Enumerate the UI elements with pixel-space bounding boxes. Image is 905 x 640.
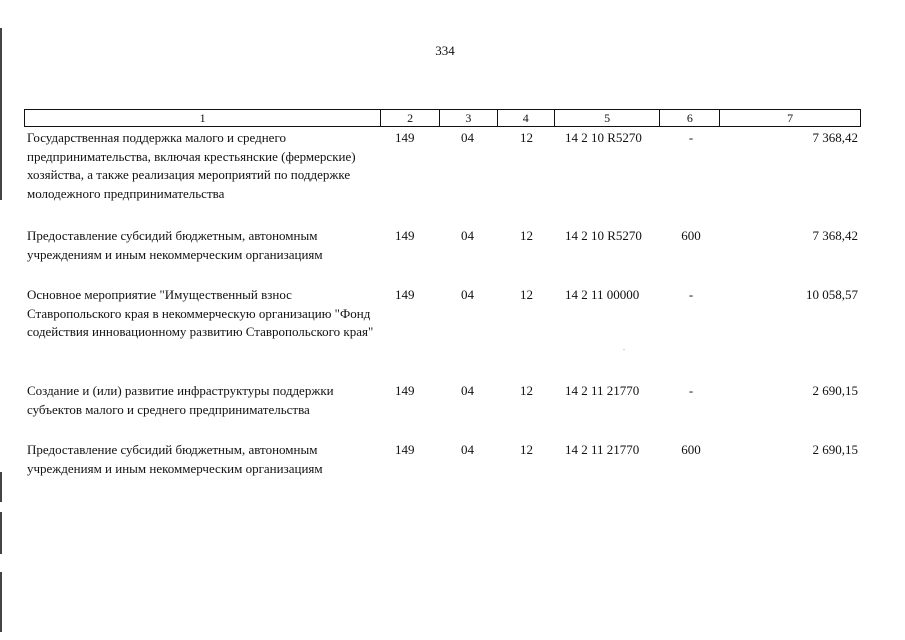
page-scan-edge [0,472,2,502]
table-row [24,227,861,264]
table-row [24,382,861,419]
expense-type-cell: - [688,383,694,398]
expense-type-cell: 600 [681,228,701,243]
column-header-6: 6 [660,110,720,126]
expense-type-cell: 600 [681,442,701,457]
target-article-cell: 14 2 10 R5270 [565,228,642,243]
column-header-4: 4 [498,110,555,126]
section-cell: 04 [461,442,474,457]
column-header-5: 5 [555,110,661,126]
grbs-cell: 149 [395,287,415,302]
column-header-1: 1 [25,110,381,126]
row-name-cell: Основное мероприятие "Имущественный взнос Ставропольского края в некоммерческую организацию "Фонд содействия инновационному развитию Ставропольского края" [27,287,374,339]
grbs-cell: 149 [395,442,415,457]
page-scan-edge [0,572,2,632]
grbs-cell: 149 [395,130,415,145]
table-header-row [24,109,861,127]
target-article-cell: 14 2 11 00000 [565,287,640,302]
page-number: 334 [435,43,455,58]
amount-cell: 2 690,15 [812,383,858,398]
section-cell: 04 [461,228,474,243]
page-scan-edge [0,512,2,554]
column-header-7: 7 [787,111,794,125]
column-header-3: 3 [440,110,498,126]
expense-type-cell: - [688,287,694,302]
target-article-cell: 14 2 11 21770 [565,383,640,398]
section-cell: 04 [461,130,474,145]
amount-cell: 7 368,42 [812,228,858,243]
table-row [24,129,861,203]
target-article-cell: 14 2 11 21770 [565,442,640,457]
subsection-cell: 12 [520,228,533,243]
row-name-cell: Предоставление субсидий бюджетным, автономным учреждениям и иным некоммерческим организациям [27,442,323,476]
expense-type-cell: - [688,130,694,145]
grbs-cell: 149 [395,228,415,243]
amount-cell: 10 058,57 [806,287,858,302]
row-name-cell: Создание и (или) развитие инфраструктуры поддержки субъектов малого и среднего предпринимательства [27,383,334,417]
table-row [24,441,861,478]
section-cell: 04 [461,383,474,398]
amount-cell: 7 368,42 [812,130,858,145]
grbs-cell: 149 [395,383,415,398]
row-name-cell: Государственная поддержка малого и среднего предпринимательства, включая крестьянские (фермерские) хозяйства, а также реализация мероприятий по поддержке молодежного предпринимательства [27,130,356,201]
row-name-cell: Предоставление субсидий бюджетным, автономным учреждениям и иным некоммерческим организациям [27,228,323,262]
subsection-cell: 12 [520,383,533,398]
subsection-cell: 12 [520,287,533,302]
table-row [24,286,861,342]
amount-cell: 2 690,15 [812,442,858,457]
subsection-cell: 12 [520,130,533,145]
scan-speck [623,349,625,350]
subsection-cell: 12 [520,442,533,457]
target-article-cell: 14 2 10 R5270 [565,130,642,145]
column-header-2: 2 [381,110,440,126]
section-cell: 04 [461,287,474,302]
